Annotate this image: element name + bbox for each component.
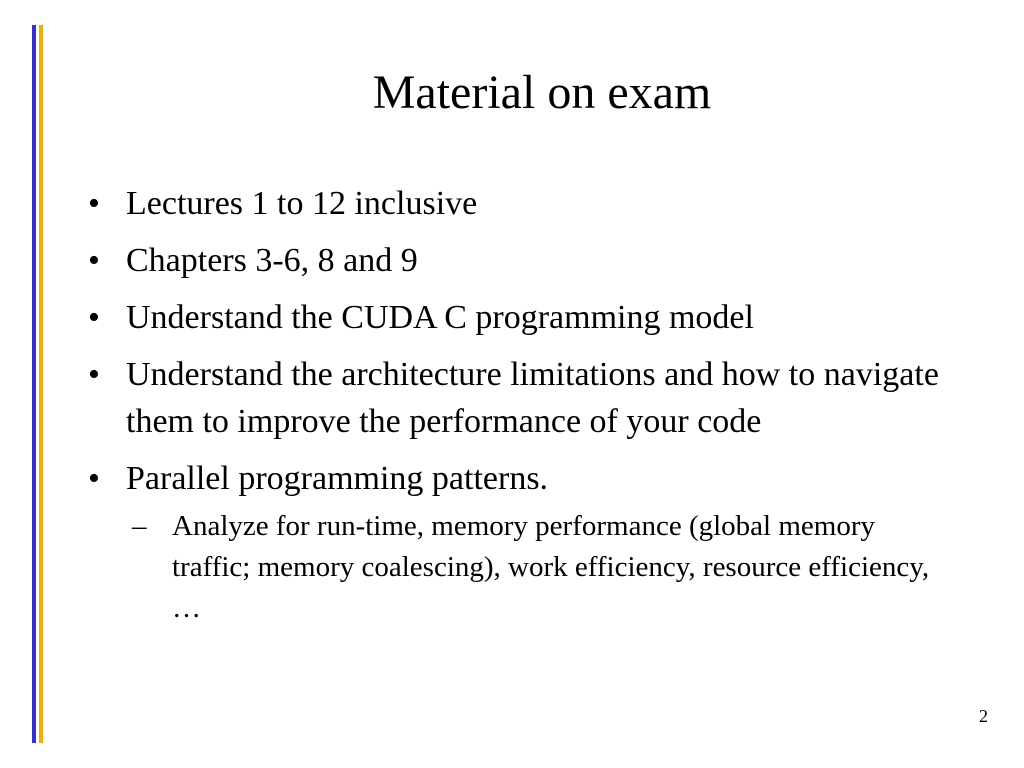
bullet-item (86, 237, 956, 284)
bullet-dot-icon: • (88, 185, 100, 222)
dash-icon: – (132, 510, 147, 542)
left-accent-bar-blue (32, 25, 36, 743)
bullet-text: Understand the architecture limitations and how to navigate them to improve the performance of your code (126, 356, 939, 440)
bullet-dot-icon: • (88, 299, 100, 336)
bullet-text: Understand the CUDA C programming model (126, 299, 754, 336)
bullet-list (86, 180, 956, 639)
left-accent-bar-gold (39, 25, 43, 743)
bullet-item (86, 294, 956, 341)
sub-bullet-list (126, 506, 956, 629)
sub-bullet-text: Analyze for run-time, memory performance (global memory traffic; memory coalescing), work efficiency, resource efficiency, … (172, 510, 930, 624)
bullet-text: Chapters 3-6, 8 and 9 (126, 242, 418, 279)
page-number: 2 (979, 706, 988, 726)
bullet-dot-icon: • (88, 356, 100, 393)
bullet-dot-icon: • (88, 242, 100, 279)
bullet-text: Lectures 1 to 12 inclusive (126, 185, 478, 222)
bullet-item (86, 180, 956, 227)
bullet-item (86, 455, 956, 629)
bullet-item (86, 351, 956, 445)
sub-bullet-item (126, 506, 956, 629)
bullet-text: Parallel programming patterns. (126, 460, 549, 497)
slide-title: Material on exam (372, 66, 712, 119)
bullet-dot-icon: • (88, 460, 100, 497)
